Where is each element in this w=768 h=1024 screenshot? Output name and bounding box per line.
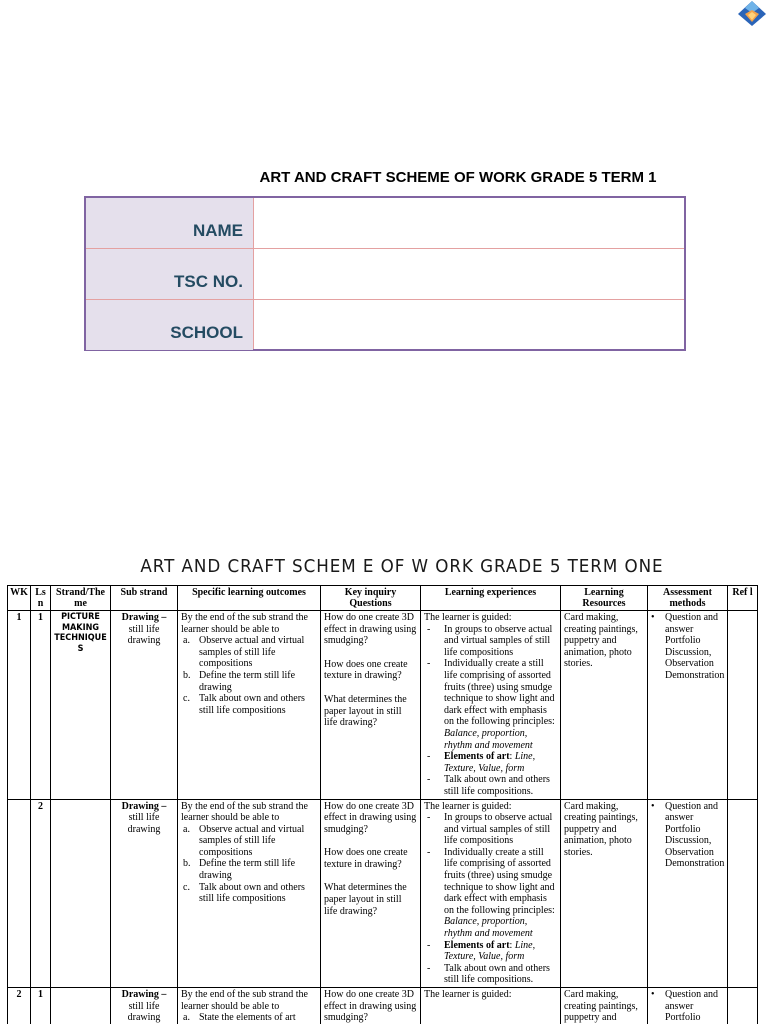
name-row <box>86 198 684 248</box>
table-row <box>8 799 758 988</box>
header-resources: Learning Resources <box>561 586 648 611</box>
list-item: - In groups to observe actual and virtual samples of still life compositions <box>427 623 553 658</box>
list-item: - Talk about own and others still life compositions. <box>427 774 550 797</box>
header-assessment: Assessment methods <box>648 586 728 611</box>
experiences-cell: The learner is guided: <box>421 988 561 1024</box>
assessment-cell <box>648 988 728 1024</box>
scheme-table <box>7 585 758 1024</box>
resources-cell: Card making, creating paintings, puppetry and animation, photo stories. <box>561 611 648 800</box>
substrand-cell <box>111 611 178 800</box>
table-header-row <box>8 586 758 611</box>
list-item: - In groups to observe actual and virtual samples of still life compositions <box>427 812 553 847</box>
school-row <box>86 300 684 350</box>
header-ref: Ref l <box>728 586 758 611</box>
strand-cell: PICTURE MAKING TECHNIQUE S <box>51 611 111 800</box>
list-item: c. Talk about own and others still life compositions <box>183 881 305 905</box>
inquiry-cell: How do one create 3D effect in drawing using smudging? How does one create texture in drawing? What determines the paper layout in still life drawing? <box>321 611 421 800</box>
publisher-logo-icon <box>736 0 768 28</box>
list-item: a. Observe actual and virtual samples of still life compositions <box>183 635 305 670</box>
substrand-cell: Drawing – still life drawing <box>111 988 178 1024</box>
list-item: a. Observe actual and virtual samples of still life compositions <box>183 823 305 858</box>
substrand-bold: Drawing – <box>121 612 167 623</box>
list-item: - Individually create a still life comprising of assorted fruits (three) using smudge technique to show light and dark effect with emphasis on the following principles: Balance, proportion, rhythm and movement <box>427 846 555 940</box>
name-label: NAME <box>86 198 253 248</box>
week-cell: 1 <box>8 611 31 800</box>
header-strand: Strand/The me <box>51 586 111 611</box>
school-field[interactable] <box>253 300 684 350</box>
strand-cell <box>51 988 111 1024</box>
outcomes-intro: By the end of the sub strand the learner should be able to <box>181 612 308 635</box>
list-item: • Question and answer Portfolio <box>651 989 719 1024</box>
column-divider <box>253 198 254 349</box>
resources-cell: Card making, creating paintings, puppetry and <box>561 988 648 1024</box>
week-cell <box>8 799 31 988</box>
assessment-cell <box>648 611 728 800</box>
header-experiences: Learning experiences <box>421 586 561 611</box>
week-cell: 2 <box>8 988 31 1024</box>
tsc-field[interactable] <box>253 249 684 299</box>
school-label: SCHOOL <box>86 300 253 350</box>
assessment-cell <box>648 799 728 988</box>
header-wk: WK <box>8 586 31 611</box>
header-outcomes: Specific learning outcomes <box>178 586 321 611</box>
tsc-label: TSC NO. <box>86 249 253 299</box>
ref-cell <box>728 799 758 988</box>
inquiry-cell: How do one create 3D effect in drawing using smudging? How does one create texture in drawing? What determines the paper layout in still life drawing? <box>321 799 421 988</box>
list-item: b. Define the term still life drawing <box>183 669 296 693</box>
outcomes-cell <box>178 611 321 800</box>
lesson-cell: 1 <box>31 988 51 1024</box>
teacher-info-box <box>84 196 686 351</box>
table-row <box>8 611 758 800</box>
lesson-cell: 2 <box>31 799 51 988</box>
ref-cell <box>728 611 758 800</box>
outcomes-cell: By the end of the sub strand the learner should be able to a. Observe actual and virtual samples of still life compositions b. Define the term still life drawing c. Talk about own and others still life compositions <box>178 799 321 988</box>
list-item: a. State the elements of art <box>183 1012 296 1024</box>
experiences-cell: The learner is guided: - In groups to observe actual and virtual samples of still life compositions - Individually create a still life comprising of assorted fruits (three) using smudge technique to show light and dark effect with emphasis on the following principles: Balance, proportion, rhythm and movement - Elements of art: Line, Texture, Value, form - Talk about own and others still life compositions. <box>421 799 561 988</box>
list-item: - Elements of art: Line, Texture, Value, form <box>427 751 536 774</box>
table-title: ART AND CRAFT SCHEM E OF W ORK GRADE 5 TERM ONE <box>140 556 664 577</box>
table-row <box>8 988 758 1024</box>
ref-cell <box>728 988 758 1024</box>
header-inquiry: Key inquiry Questions <box>321 586 421 611</box>
list-item: - Talk about own and others still life compositions. <box>427 962 550 986</box>
list-item: • Question and answer Portfolio Discussion, Observation Demonstration <box>651 612 725 681</box>
experiences-cell: The learner is guided: - In groups to observe actual and virtual samples of still life compositions - Individually create a still life comprising of assorted fruits (three) using smudge technique to show light and dark effect with emphasis on the following principles: Balance, proportion, rhythm and movement - Elements of art: Line, Texture, Value, form - Talk about own and others still life compositions. <box>421 611 561 800</box>
substrand-text: still life drawing <box>127 623 161 647</box>
strand-cell <box>51 799 111 988</box>
list-item: b. Define the term still life drawing <box>183 858 296 882</box>
list-item: • Question and answer Portfolio Discussion, Observation Demonstration <box>651 800 725 870</box>
resources-cell: Card making, creating paintings, puppetry and animation, photo stories. <box>561 799 648 988</box>
lesson-cell: 1 <box>31 611 51 800</box>
outcomes-cell: By the end of the sub strand the learner should be able to a. State the elements of art <box>178 988 321 1024</box>
inquiry-cell: How do one create 3D effect in drawing using smudging? <box>321 988 421 1024</box>
name-field[interactable] <box>253 198 684 248</box>
header-lsn: Ls n <box>31 586 51 611</box>
header-substrand: Sub strand <box>111 586 178 611</box>
list-item: c. Talk about own and others still life compositions <box>183 693 305 716</box>
substrand-cell: Drawing – still life drawing <box>111 799 178 988</box>
list-item: - Elements of art: Line, Texture, Value, form <box>427 939 536 963</box>
tsc-row <box>86 249 684 299</box>
cover-title: ART AND CRAFT SCHEME OF WORK GRADE 5 TERM 1 <box>259 169 657 186</box>
list-item: - Individually create a still life comprising of assorted fruits (three) using smudge technique to show light and dark effect with emphasis on the following principles: Balance, proportion, rhythm and movement <box>427 658 555 751</box>
